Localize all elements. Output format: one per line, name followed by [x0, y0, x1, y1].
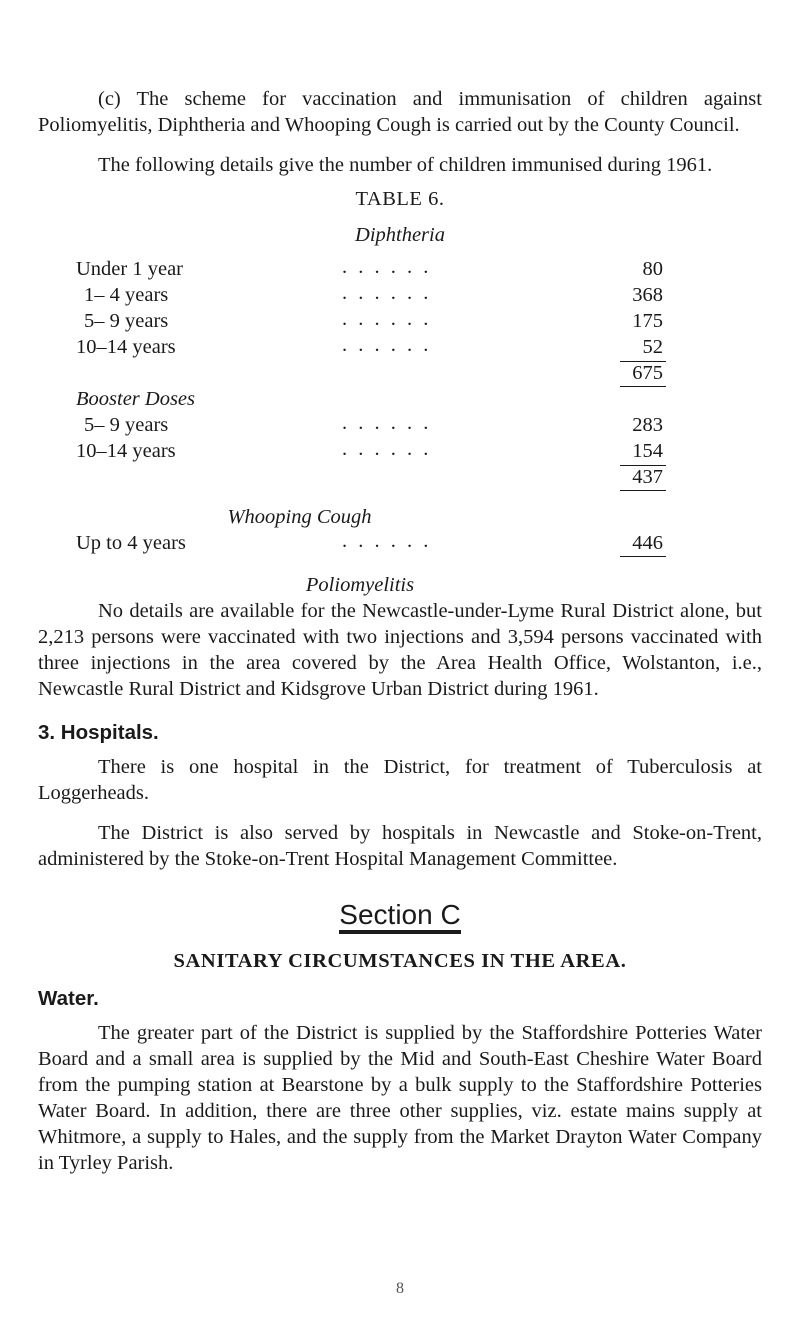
poliomyelitis-heading: Poliomyelitis — [305, 574, 415, 596]
total-underline — [620, 386, 666, 387]
water-heading: Water. — [38, 987, 99, 1010]
total-underline — [620, 490, 666, 491]
table-row — [76, 438, 663, 464]
leader-dots: . . . . . . — [342, 308, 432, 330]
hospitals-heading: 3. Hospitals. — [38, 721, 159, 744]
row-label: Up to 4 years — [76, 532, 186, 554]
table-row — [76, 308, 663, 334]
document-page — [38, 86, 762, 1176]
row-label: 10–14 years — [76, 336, 176, 358]
leader-dots: . . . . . . — [342, 530, 432, 552]
booster-total: 437 — [632, 466, 663, 488]
paragraph-immunised-details: The following details give the number of children immunised during 1961. — [98, 154, 713, 176]
section-c-subtitle: SANITARY CIRCUMSTANCES IN THE AREA. — [173, 950, 627, 972]
row-value: 175 — [632, 310, 663, 332]
row-label: Under 1 year — [76, 258, 184, 280]
leader-dots: . . . . . . — [342, 438, 432, 460]
row-value: 80 — [642, 258, 663, 280]
leader-dots: . . . . . . — [342, 334, 432, 356]
leader-dots: . . . . . . — [342, 412, 432, 434]
total-underline — [620, 556, 666, 557]
table-row — [76, 530, 663, 556]
row-label: 1– 4 years — [84, 284, 169, 306]
table-row — [76, 412, 663, 438]
section-c-title — [38, 899, 762, 934]
row-value: 446 — [632, 532, 663, 554]
row-value: 52 — [642, 336, 663, 358]
table-row — [76, 256, 663, 282]
page-number: 8 — [396, 1280, 404, 1297]
booster-heading: Booster Doses — [76, 388, 196, 410]
row-label: 10–14 years — [76, 440, 176, 462]
row-value: 154 — [632, 440, 663, 462]
paragraph-hospital-services: The District is also served by hospitals in Newcastle and Stoke-on-Trent, administered by the Stoke-on-Trent Hospital Management Committee. — [38, 822, 762, 870]
paragraph-vaccination-scheme: (c) The scheme for vaccination and immunisation of children against Poliomyelitis, Diphtheria and Whooping Cough is carried out by the County Council. — [38, 88, 762, 136]
paragraph-hospital-loggerheads: There is one hospital in the District, for treatment of Tuberculosis at Loggerheads. — [38, 756, 762, 804]
table-6 — [76, 256, 663, 556]
primary-total: 675 — [632, 362, 663, 384]
whooping-cough-heading: Whooping Cough — [227, 506, 372, 528]
table-row — [76, 282, 663, 308]
table-subtitle-diphtheria: Diphtheria — [355, 224, 445, 246]
row-label: 5– 9 years — [84, 414, 169, 436]
paragraph-poliomyelitis: No details are available for the Newcastle-under-Lyme Rural District alone, but 2,213 persons were vaccinated with two injections and 3,594 persons vaccinated with three injections in the area covered by the Area Health Office, Wolstanton, i.e., Newcastle Rural District and Kidsgrove Urban District during 1961. — [38, 600, 762, 700]
table-title: TABLE 6. — [355, 188, 445, 210]
table-total-row — [76, 360, 663, 386]
row-value: 368 — [632, 284, 663, 306]
row-value: 283 — [632, 414, 663, 436]
table-total-row — [76, 464, 663, 490]
leader-dots: . . . . . . — [342, 282, 432, 304]
section-c-title-text: Section C — [339, 902, 460, 934]
leader-dots: . . . . . . — [342, 256, 432, 278]
table-row — [76, 334, 663, 360]
row-label: 5– 9 years — [84, 310, 169, 332]
paragraph-water: The greater part of the District is supplied by the Staffordshire Potteries Water Board and a small area is supplied by the Mid and South-East Cheshire Water Board from the pumping station at Bearstone by a bulk supply to the Staffordshire Potteries Water Board. In addition, there are three other supplies, viz. estate mains supply at Whitmore, a supply to Hales, and the supply from the Market Drayton Water Company in Tyrley Parish. — [38, 1022, 762, 1174]
